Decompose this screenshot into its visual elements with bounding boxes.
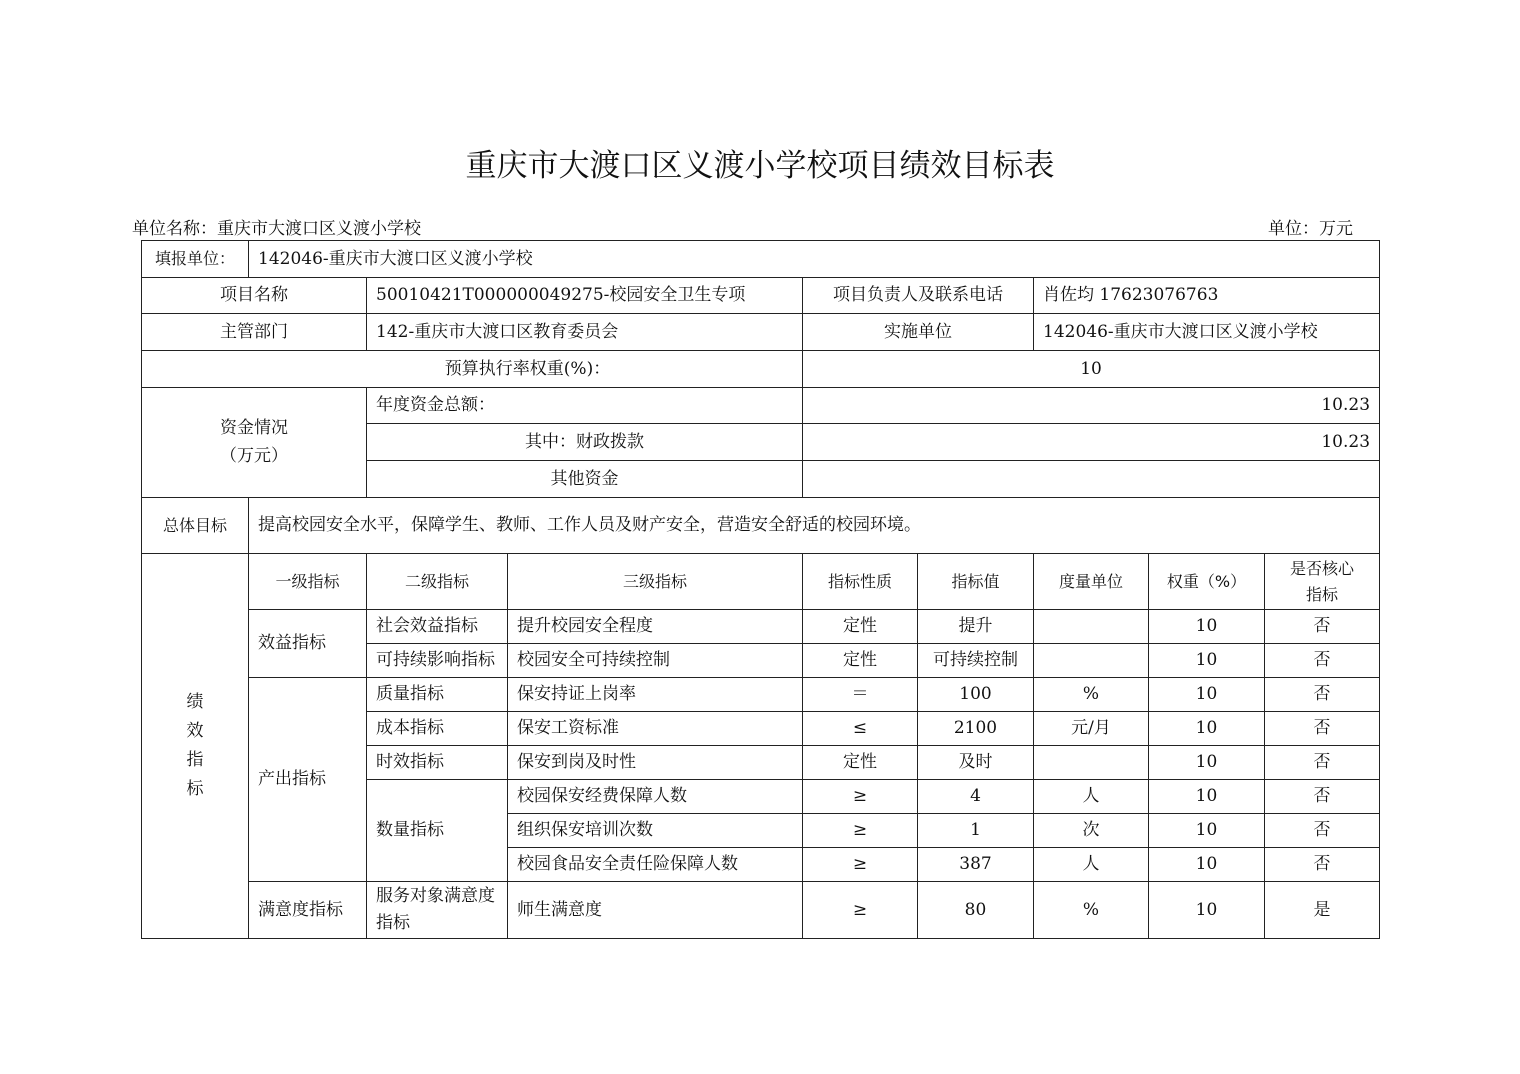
nature-cell: ≥ [803, 848, 918, 882]
weight-cell: 10 [1149, 814, 1265, 848]
header-core: 是否核心 指标 [1265, 554, 1380, 610]
project-name-row [142, 278, 1380, 314]
funds-other-value [803, 461, 1380, 498]
unit-cell: % [1034, 678, 1149, 712]
level3-cell: 保安工资标准 [508, 712, 803, 746]
core-cell: 否 [1265, 644, 1380, 678]
unit-cell: % [1034, 882, 1149, 939]
dept-value: 142-重庆市大渡口区教育委员会 [367, 314, 803, 351]
level3-cell: 组织保安培训次数 [508, 814, 803, 848]
header-weight: 权重（%） [1149, 554, 1265, 610]
funds-fiscal-value: 10.23 [803, 424, 1380, 461]
performance-table [141, 240, 1380, 939]
level2-cell: 时效指标 [367, 746, 508, 780]
nature-cell: ≥ [803, 780, 918, 814]
nature-cell: 定性 [803, 746, 918, 780]
level2-cell: 质量指标 [367, 678, 508, 712]
dept-label: 主管部门 [142, 314, 367, 351]
goal-text: 提高校园安全水平，保障学生、教师、工作人员及财产安全，营造安全舒适的校园环境。 [249, 498, 1380, 554]
header-level3: 三级指标 [508, 554, 803, 610]
value-cell: 2100 [918, 712, 1034, 746]
indicator-side-label: 绩 效 指 标 [142, 554, 249, 939]
table-row [142, 610, 1380, 644]
weight-cell: 10 [1149, 644, 1265, 678]
header-nature: 指标性质 [803, 554, 918, 610]
funds-label [142, 388, 367, 498]
goal-label: 总体目标 [142, 498, 249, 554]
level3-cell: 校园食品安全责任险保障人数 [508, 848, 803, 882]
group-satisfaction: 满意度指标 [249, 882, 367, 939]
fill-unit-label: 填报单位： [142, 241, 249, 278]
level2-cell: 社会效益指标 [367, 610, 508, 644]
page-title: 重庆市大渡口区义渡小学校项目绩效目标表 [465, 148, 1055, 184]
unit-cell: 人 [1034, 848, 1149, 882]
level3-cell: 提升校园安全程度 [508, 610, 803, 644]
level3-cell: 保安持证上岗率 [508, 678, 803, 712]
nature-cell: ≥ [803, 882, 918, 939]
table-row [142, 882, 1380, 939]
core-cell: 否 [1265, 610, 1380, 644]
funds-fiscal-label: 其中：财政拨款 [367, 424, 803, 461]
weight-cell: 10 [1149, 610, 1265, 644]
level3-cell: 保安到岗及时性 [508, 746, 803, 780]
funds-other-label: 其他资金 [367, 461, 803, 498]
funds-total-value: 10.23 [803, 388, 1380, 424]
value-cell: 4 [918, 780, 1034, 814]
unit-cell: 人 [1034, 780, 1149, 814]
header-unit: 度量单位 [1034, 554, 1149, 610]
unit-cell: 元/月 [1034, 712, 1149, 746]
value-cell: 1 [918, 814, 1034, 848]
funds-label-line1: 资金情况 [220, 418, 288, 439]
level2-cell: 数量指标 [367, 780, 508, 882]
core-cell: 否 [1265, 678, 1380, 712]
budget-weight-value: 10 [803, 351, 1380, 388]
core-cell: 否 [1265, 780, 1380, 814]
level3-cell: 师生满意度 [508, 882, 803, 939]
goal-row [142, 498, 1380, 554]
level2-cell: 服务对象满意度指标 [367, 882, 508, 939]
header-value: 指标值 [918, 554, 1034, 610]
impl-label: 实施单位 [803, 314, 1034, 351]
group-benefit: 效益指标 [249, 610, 367, 678]
budget-weight-row [142, 351, 1380, 388]
core-cell: 否 [1265, 712, 1380, 746]
nature-cell: ＝ [803, 678, 918, 712]
value-cell: 可持续控制 [918, 644, 1034, 678]
core-cell: 否 [1265, 746, 1380, 780]
dept-row [142, 314, 1380, 351]
manager-value: 肖佐均 17623076763 [1034, 278, 1380, 314]
group-output: 产出指标 [249, 678, 367, 882]
level2-cell: 可持续影响指标 [367, 644, 508, 678]
value-cell: 387 [918, 848, 1034, 882]
level3-cell: 校园安全可持续控制 [508, 644, 803, 678]
unit-name: 单位名称：重庆市大渡口区义渡小学校 [132, 219, 421, 239]
currency-unit: 单位：万元 [1268, 219, 1353, 239]
nature-cell: 定性 [803, 610, 918, 644]
funds-label-line2: （万元） [220, 445, 288, 466]
weight-cell: 10 [1149, 780, 1265, 814]
indicator-header-row [142, 554, 1380, 610]
manager-label: 项目负责人及联系电话 [803, 278, 1034, 314]
budget-weight-label: 预算执行率权重(%)： [142, 351, 803, 388]
header-level2: 二级指标 [367, 554, 508, 610]
weight-cell: 10 [1149, 678, 1265, 712]
project-name-label: 项目名称 [142, 278, 367, 314]
funds-total-row [142, 388, 1380, 424]
nature-cell: ≤ [803, 712, 918, 746]
project-name-value: 50010421T000000049275-校园安全卫生专项 [367, 278, 803, 314]
nature-cell: ≥ [803, 814, 918, 848]
impl-value: 142046-重庆市大渡口区义渡小学校 [1034, 314, 1380, 351]
nature-cell: 定性 [803, 644, 918, 678]
value-cell: 80 [918, 882, 1034, 939]
weight-cell: 10 [1149, 712, 1265, 746]
table-row [142, 678, 1380, 712]
value-cell: 100 [918, 678, 1034, 712]
unit-cell [1034, 644, 1149, 678]
weight-cell: 10 [1149, 848, 1265, 882]
funds-total-label: 年度资金总额： [367, 388, 803, 424]
level2-cell: 成本指标 [367, 712, 508, 746]
weight-cell: 10 [1149, 746, 1265, 780]
unit-cell: 次 [1034, 814, 1149, 848]
core-cell: 否 [1265, 848, 1380, 882]
unit-cell [1034, 610, 1149, 644]
value-cell: 及时 [918, 746, 1034, 780]
value-cell: 提升 [918, 610, 1034, 644]
fill-unit-value: 142046-重庆市大渡口区义渡小学校 [249, 241, 1380, 278]
core-cell: 是 [1265, 882, 1380, 939]
unit-cell [1034, 746, 1149, 780]
weight-cell: 10 [1149, 882, 1265, 939]
fill-unit-row [142, 241, 1380, 278]
level3-cell: 校园保安经费保障人数 [508, 780, 803, 814]
header-level1: 一级指标 [249, 554, 367, 610]
core-cell: 否 [1265, 814, 1380, 848]
